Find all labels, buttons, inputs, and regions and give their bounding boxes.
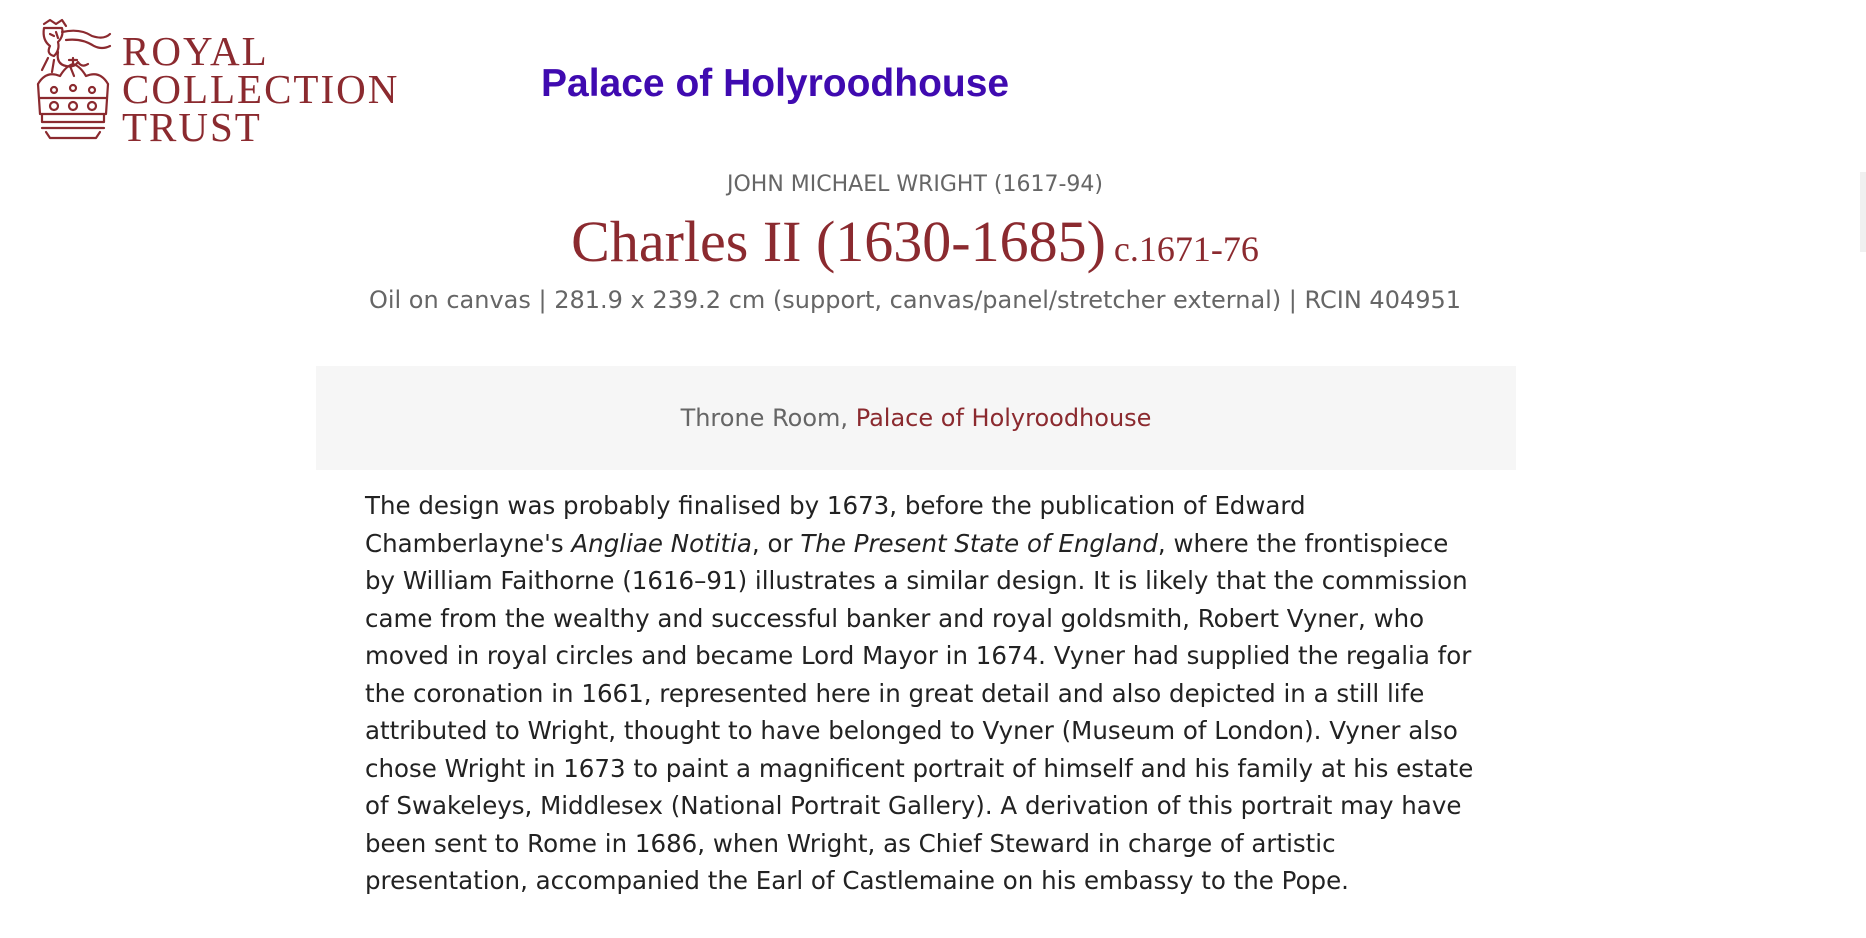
location-room: Throne Room,: [680, 404, 849, 432]
logo-word-trust: TRUST: [122, 104, 262, 150]
scroll-edge: [1860, 172, 1866, 252]
description-text-3: , where the frontispiece by William Faithorne (1616–91) illustrates a similar design. It is likely that the commission came from the wealthy and successful banker and royal goldsmith, Robert Vyner, who moved in royal circles and became Lord Mayor in 1674. Vyner had supplied the regalia for the coronation in 1661, represented here in great detail and also depicted in a still life attributed to Wright, thought to have belonged to Vyner (Museum of London). Vyner also chose Wright in 1673 to paint a magnificent portrait of himself and his family at his estate of Swakeleys, Middlesex (National Portrait Gallery). A derivation of this portrait may have been sent to Rome in 1686, when Wright, as Chief Steward in charge of artistic presentation, accompanied the Earl of Castlemaine on his embassy to the Pope.: [365, 528, 1474, 895]
description-text-2: , or: [751, 528, 801, 558]
artwork-details: Oil on canvas | 281.9 x 239.2 cm (support, canvas/panel/stretcher external) | RCIN 404951: [368, 286, 1462, 314]
description-title-angliae-notitia: Angliae Notitia: [571, 528, 752, 558]
logo-wordmark: [122, 28, 400, 150]
location-place-link[interactable]: Palace of Holyroodhouse: [855, 404, 1152, 432]
artwork-title: [0, 208, 1830, 275]
description-title-present-state: The Present State of England: [800, 528, 1158, 558]
location-panel: [316, 366, 1516, 470]
artist-name: JOHN MICHAEL WRIGHT (1617-94): [726, 172, 1103, 197]
artwork-description: [365, 487, 1485, 900]
site-link-palace-of-holyroodhouse[interactable]: Palace of Holyroodhouse: [541, 62, 1010, 105]
logo-word-collection: COLLECTION: [122, 66, 400, 112]
description-text-1: The design was probably finalised by 1673, before the publication of Edward Chamberlayne's: [365, 491, 1306, 558]
logo-word-royal: ROYAL: [122, 28, 269, 74]
royal-collection-trust-logo[interactable]: [30, 18, 400, 150]
artwork-title-text: Charles II (1630-1685): [571, 209, 1106, 274]
artwork-date: c.1671-76: [1113, 229, 1259, 269]
royal-crest-icon: [30, 18, 116, 142]
